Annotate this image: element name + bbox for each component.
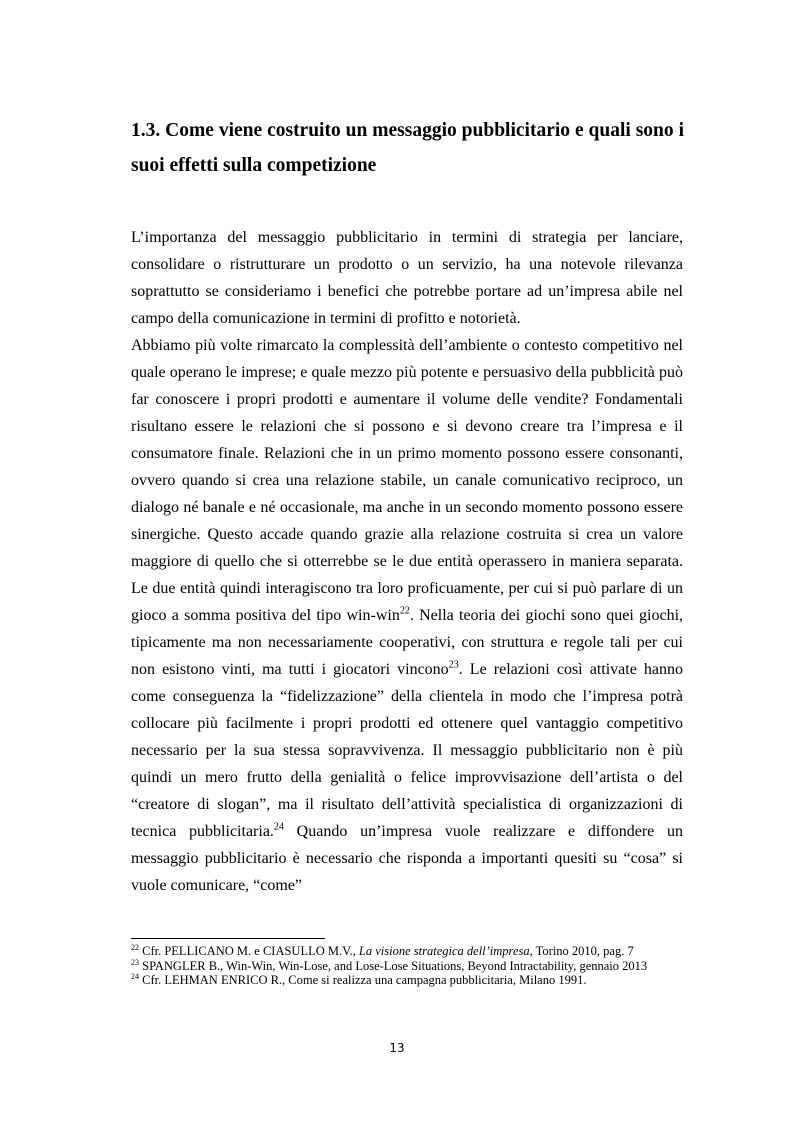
footnotes (131, 944, 683, 988)
paragraph-text: . Nella teoria dei giochi sono quei giochi, tipicamente ma non necessariamente cooperativi, con struttura e regole tali per cui non esistono vinti, ma tutti i giocatori vincono (131, 607, 684, 678)
footnote-number: 22 (131, 942, 139, 952)
footnote-reference[interactable]: 23 (448, 659, 459, 671)
footnote-text: Cfr. PELLICANO M. e CIASULLO M.V., (139, 944, 359, 958)
body-text (131, 224, 683, 899)
paragraph-text: Abbiamo più volte rimarcato la complessità dell’ambiente o contesto competitivo nel quale operano le imprese; e quale mezzo più potente e persuasivo della pubblicità può far conoscere i propri prodotti e aumentare il volume delle vendite? Fondamentali risultano essere le relazioni che si possono e si devono creare tra l’impresa e il consumatore finale. Relazioni che in un primo momento possono essere consonanti, ovvero quando si crea una relazione stabile, un canale comunicativo reciproco, un dialogo né banale e né occasionale, ma anche in un secondo momento possono essere sinergiche. Questo accade quando grazie alla relazione costruita si crea un valore maggiore di quello che si otterrebbe se le due entità operassero in maniera separata. Le due entità quindi interagiscono tra loro proficuamente, per cui si può parlare di un gioco a somma positiva del tipo win-win (131, 337, 683, 624)
footnote-text: , Torino 2010, pag. 7 (529, 944, 634, 958)
paragraph-text: Quando un’impresa vuole realizzare e diffondere un messaggio pubblicitario è necessario che risponda a importanti quesiti su “cosa” si vuole comunicare, “come” (131, 823, 684, 894)
footnote (131, 959, 683, 974)
section-heading: 1.3. Come viene costruito un messaggio pubblicitario e quali sono i suoi effetti sulla competizione (131, 120, 684, 176)
footnote-separator (131, 938, 325, 939)
footnote-reference[interactable]: 24 (273, 821, 284, 833)
footnote-text: SPANGLER B., Win-Win, Win-Lose, and Lose-Lose Situations, Beyond Intractability, gennaio 2013 (139, 958, 648, 973)
footnote (131, 973, 683, 988)
footnote-number: 23 (131, 957, 139, 967)
footnote-reference[interactable]: 22 (399, 605, 410, 617)
footnote-text: Cfr. LEHMAN ENRICO R., Come si realizza una campagna pubblicitaria, Milano 1991. (139, 973, 587, 987)
paragraph (131, 332, 683, 899)
page-number: 13 (389, 1041, 405, 1055)
paragraph: L’importanza del messaggio pubblicitario in termini di strategia per lanciare, consolidare o ristrutturare un prodotto o un servizio, ha una notevole rilevanza soprattutto se consideriamo i benefici che potrebbe portare ad un’impresa abile nel campo della comunicazione in termini di profitto e notorietà. (131, 229, 683, 327)
paragraph-text: . Le relazioni così attivate hanno come conseguenza la “fidelizzazione” della clientela in modo che l’impresa potrà collocare più facilmente i propri prodotti ed ottenere quel vantaggio competitivo necessario per la sua stessa sopravvivenza. Il messaggio pubblicitario non è più quindi un mero frutto della genialità o felice improvvisazione dell’artista o del “creatore di slogan”, ma il risultato dell’attività specialistica di organizzazioni di tecnica pubblicitaria. (131, 661, 683, 840)
footnote-title: La visione strategica dell’impresa (358, 944, 530, 958)
footnote (131, 944, 683, 959)
footnote-number: 24 (131, 971, 139, 981)
